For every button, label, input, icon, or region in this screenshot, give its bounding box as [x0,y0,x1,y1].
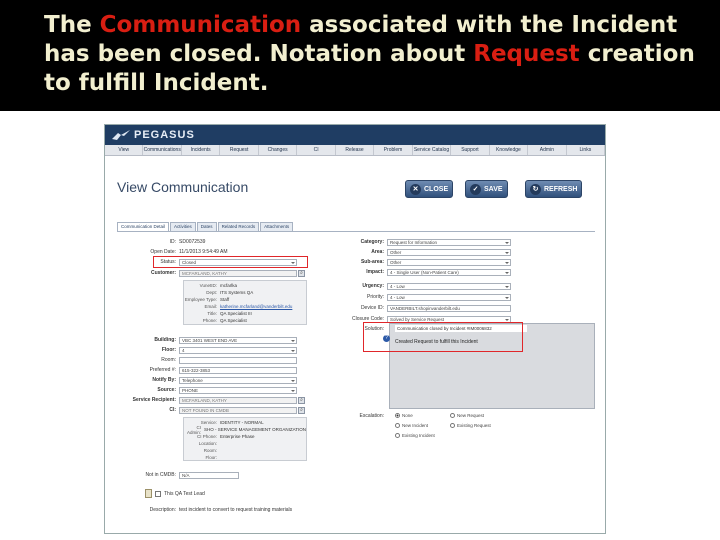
escalation-new-request-radio[interactable] [450,413,484,418]
pegasus-logo-icon [111,129,131,141]
preferred-field[interactable]: 615-322-3853 [179,367,297,374]
customer-info-panel [183,280,307,325]
refresh-button[interactable] [525,180,582,198]
tab-communication-detail[interactable]: Communication Detail [117,222,169,231]
radio-label: New Request [457,413,485,418]
notify-label: Notify By: [152,377,176,383]
escalation-label: Escalation: [359,413,384,419]
not-in-cmdb-label: Not in CMDB: [145,472,176,478]
customer-label: Customer: [150,270,176,276]
main-nav [105,145,605,156]
nav-item-view[interactable]: View [105,145,143,155]
attachment-label: This QA Test Lead [164,491,205,497]
radio-label: Existing Request [457,423,491,428]
radio-dot [395,413,400,418]
info-key: Employee Type: [184,297,217,302]
app-header [105,125,605,145]
closure-select[interactable]: Solved by Service Request [387,316,511,323]
priority-select[interactable]: 4 - Low [387,294,511,301]
nav-item-problem[interactable]: Problem [374,145,412,155]
impact-select[interactable]: 4 - Single User (Non-Patient Care) [387,269,511,276]
detail-tabs [117,222,294,231]
nav-item-communications[interactable]: Communications [143,147,181,153]
recipient-label: Service Recipient: [132,397,176,403]
area-select[interactable]: Other [387,249,511,256]
closure-label: Closure Code: [352,316,384,322]
nav-item-links[interactable]: Links [567,145,605,155]
category-label: Category: [360,239,384,245]
escalation-existing-request-radio[interactable] [450,423,491,428]
lookup-icon[interactable]: ⌕ [298,397,305,404]
status-highlight [153,256,308,268]
escalation-existing-incident-radio[interactable] [395,433,435,438]
info-key: Floor: [205,455,217,460]
info-key: Dept: [206,290,217,295]
app-logo: PEGASUS [134,129,195,141]
building-select[interactable]: VBC 3401 WEST END AVE [179,337,297,344]
ci-info-panel [183,417,307,461]
tab-dates[interactable]: Dates [197,222,217,231]
recipient-field[interactable]: MCFARLAND, KATHY [179,397,297,404]
radio-label: None [402,413,413,418]
description-value: test incident to convert to request training materials [179,507,293,513]
nav-item-request[interactable]: Request [220,145,258,155]
tab-divider [117,231,595,232]
info-value: SHO - SERVICE MANAGEMENT ORGANIZATION [203,427,306,432]
title-text: creation to fulfill Incident. [44,41,695,96]
id-label: ID: [169,239,176,245]
solution-highlight [363,322,523,352]
escalation-none-radio[interactable] [395,413,413,418]
refresh-button-label: REFRESH [544,185,578,193]
notify-select[interactable]: Telephone [179,377,297,384]
escalation-new-incident-radio[interactable] [395,423,428,428]
document-icon [145,489,152,498]
subarea-label: Sub-area: [360,259,384,265]
tab-activities[interactable]: Activities [170,222,196,231]
info-key: Phone: [202,318,217,323]
close-icon: ✕ [410,184,421,195]
area-label: Area: [371,249,384,255]
impact-label: Impact: [366,269,384,275]
ci-field[interactable]: NOT FOUND IN CMDB [179,407,297,414]
nav-item-support[interactable]: Support [451,145,489,155]
info-key: Location: [198,441,217,446]
info-key: Title: [207,311,217,316]
info-key: Email: [204,304,217,309]
info-key: CI Admin: [186,424,201,435]
info-key: Service: [200,420,217,425]
nav-item-changes[interactable]: Changes [259,145,297,155]
solution-note: Created Request to fulfill this Incident [395,339,478,345]
not-in-cmdb-field[interactable]: N/A [179,472,239,479]
save-button[interactable] [465,180,508,198]
source-select[interactable]: PHONE [179,387,297,394]
radio-dot [395,423,400,428]
ci-label: CI: [169,407,176,413]
nav-item-ci[interactable]: CI [297,145,335,155]
solution-label: Solution: [364,326,384,332]
open-date-value: 11/1/2013 9:54:49 AM [179,249,228,255]
room-label: Room: [161,357,176,363]
slide-title [44,11,704,98]
info-value: mcfarlka [220,283,238,288]
priority-label: Priority: [367,294,384,300]
nav-item-incidents[interactable]: Incidents [182,145,220,155]
info-key: Room: [203,448,217,453]
save-button-label: SAVE [484,185,503,193]
title-text: associated with the Incident has been closed. Notation about [44,12,678,67]
help-icon[interactable]: ? [383,335,390,342]
info-value: QA Specialist [220,318,247,323]
email-link[interactable]: katherine.mcfarland@vanderbilt.edu [220,304,293,309]
tab-related-records[interactable]: Related Records [218,222,260,231]
floor-label: Floor: [161,347,176,353]
nav-item-release[interactable]: Release [336,145,374,155]
lookup-icon[interactable]: ⌕ [298,407,305,414]
info-key: CI Phone: [196,434,217,439]
page-title: View Communication [117,179,249,195]
source-label: Source: [157,387,176,393]
info-value: QA Specialist III [220,311,252,316]
radio-label: New Incident [402,423,429,428]
radio-dot [395,433,400,438]
device-label: Device ID: [360,305,384,311]
preferred-label: Preferred #: [149,367,176,373]
description-label: Description: [149,507,176,513]
building-label: Building: [154,337,176,343]
urgency-label: Urgency: [362,283,384,289]
status-label: Status: [160,259,176,265]
category-select[interactable]: Request for Information [387,239,511,246]
title-highlight-communication: Communication [99,12,302,38]
radio-dot [450,423,455,428]
room-field[interactable] [179,357,297,364]
radio-label: Existing Incident [402,433,435,438]
attachment-checkbox[interactable] [155,491,161,497]
info-value: Enterprise Phase [220,434,255,439]
subarea-select[interactable]: Other [387,259,511,266]
solution-field[interactable]: Communication closed by Incident #IM0006832 [395,325,527,332]
nav-item-admin[interactable]: Admin [528,145,566,155]
refresh-icon: ↻ [530,184,541,195]
status-select[interactable]: Closed [179,259,297,266]
device-field[interactable]: VANDERBILT.shopinvanderbilt.edu [387,305,511,312]
title-text: The [44,12,100,38]
radio-dot [450,413,455,418]
close-button-label: CLOSE [424,185,449,193]
floor-select[interactable]: 4 [179,347,297,354]
lookup-icon[interactable]: ⌕ [298,270,305,277]
close-button[interactable] [405,180,453,198]
info-value: ITS Systems QA [220,290,254,295]
open-date-label: Open Date: [150,249,176,255]
tab-attachments[interactable]: Attachments [260,222,293,231]
info-value: Staff [220,297,230,302]
app-screenshot [104,124,606,534]
save-icon: ✓ [470,184,481,195]
info-key: VunetID: [199,283,217,288]
nav-item-service-catalog[interactable]: Service Catalog [413,145,451,155]
customer-field[interactable]: MCFARLAND, KATHY [179,270,297,277]
urgency-select[interactable]: 4 - Low [387,283,511,290]
title-highlight-request: Request [473,41,580,67]
id-value: SD0072539 [179,239,206,245]
info-value: IDENTITY - NORMAL [220,420,264,425]
nav-item-knowledge[interactable]: Knowledge [490,145,528,155]
